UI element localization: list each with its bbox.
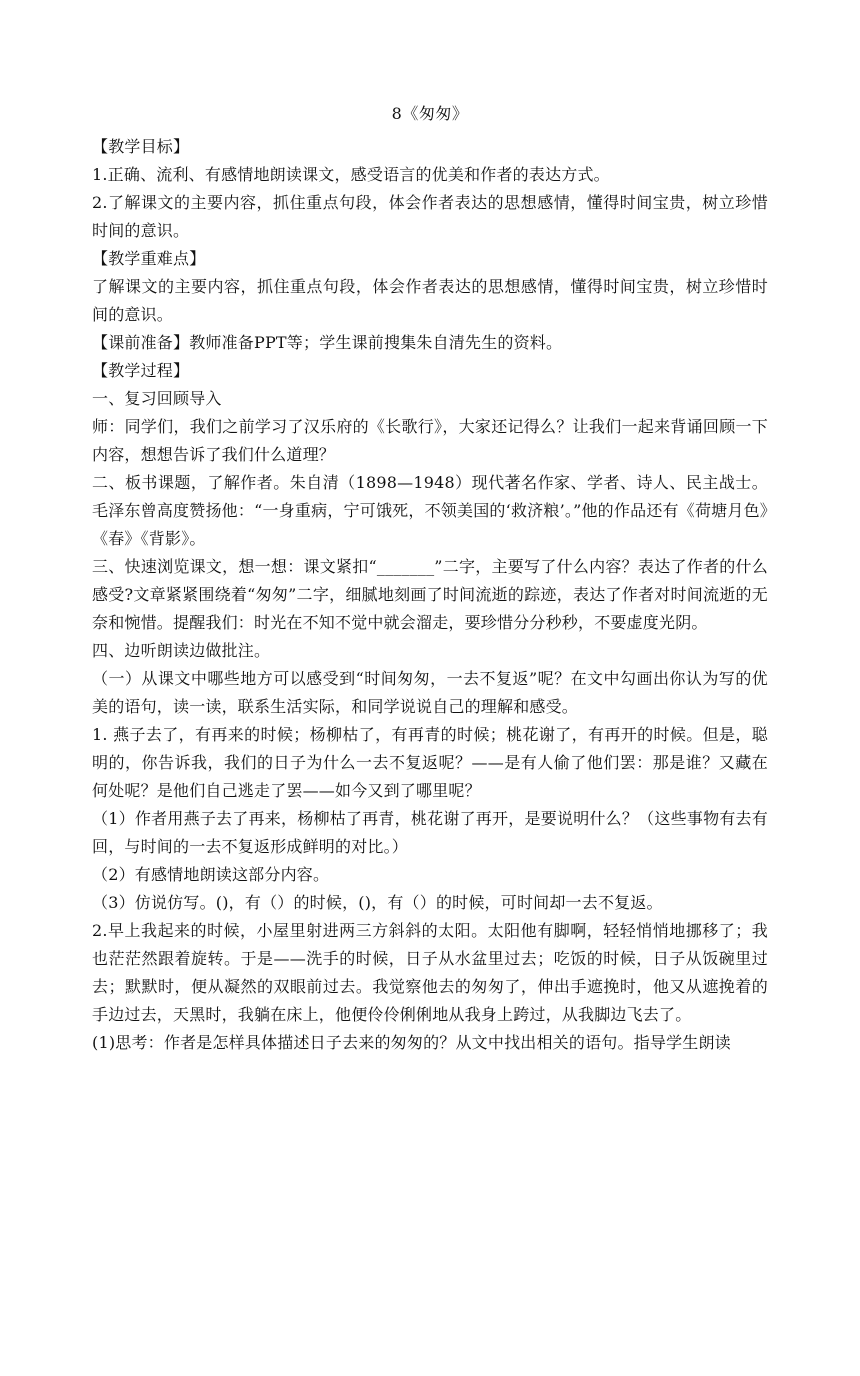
section-3-text: 三、快速浏览课文，想一想：课文紧扣“_______”二字，主要写了什么内容？表达了作者的什么感受?文章紧紧围绕着“匆匆”二字，细腻地刻画了时间流逝的踪迹，表达了作者对时间流逝的无奈和惋惜。提醒我们：时光在不知不觉中就会溜走，要珍惜分分秒秒，不要虚度光阴。 bbox=[92, 557, 768, 632]
subsection-1-text: （一）从课文中哪些地方可以感受到“时间匆匆，一去不复返”呢？在文中勾画出你认为写的优美的语句，读一读，联系生活实际，和同学说说自己的理解和感受。 bbox=[92, 669, 768, 716]
objective-1: 1.正确、流利、有感情地朗读课文，感受语言的优美和作者的表达方式。 bbox=[92, 165, 610, 184]
heading-objectives: 【教学目标】 bbox=[92, 137, 190, 156]
question-1-2: （2）有感情地朗读这部分内容。 bbox=[92, 865, 330, 884]
excerpt-2: 2.早上我起来的时候，小屋里射进两三方斜斜的太阳。太阳他有脚啊，轻轻悄悄地挪移了；我也茫茫然跟着旋转。于是——洗手的时候，日子从水盆里过去；吃饭的时候，日子从饭碗里过去；默默时，便从凝然的双眼前过去。我觉察他去的匆匆了，伸出手遮挽时，他又从遮挽着的手边过去，天黑时，我躺在床上，他便伶伶俐俐地从我身上跨过，从我脚边飞去了。 bbox=[92, 921, 768, 1024]
question-1-3: （3）仿说仿写。()，有（）的时候，()，有（）的时候，可时间却一去不复返。 bbox=[92, 893, 663, 912]
section-2-text: 二、板书课题，了解作者。朱自清（1898—1948）现代著名作家、学者、诗人、民主战士。毛泽东曾高度赞扬他：“一身重病，宁可饿死，不领美国的‘救济粮’。”他的作品还有《荷塘月色》《春》《背影》。 bbox=[92, 473, 768, 548]
excerpt-1: 1. 燕子去了，有再来的时候；杨柳枯了，有再青的时候；桃花谢了，有再开的时候。但是，聪明的，你告诉我，我们的日子为什么一去不复返呢？——是有人偷了他们罢：那是谁？又藏在何处呢？是他们自己逃走了罢——如今又到了哪里呢？ bbox=[92, 725, 768, 800]
section-4-heading: 四、边听朗读边做批注。 bbox=[92, 641, 271, 660]
document-title: 8《匆匆》 bbox=[391, 104, 469, 123]
key-points-text: 了解课文的主要内容，抓住重点句段，体会作者表达的思想感情，懂得时间宝贵，树立珍惜时间的意识。 bbox=[92, 277, 768, 324]
document-body bbox=[92, 133, 768, 1057]
question-2-1: (1)思考：作者是怎样具体描述日子去来的匆匆的？从文中找出相关的语句。指导学生朗读 bbox=[92, 1033, 731, 1052]
heading-process: 【教学过程】 bbox=[92, 361, 190, 380]
objective-2: 2.了解课文的主要内容，抓住重点句段，体会作者表达的思想感情，懂得时间宝贵，树立珍惜时间的意识。 bbox=[92, 193, 768, 240]
section-1-heading: 一、复习回顾导入 bbox=[92, 389, 222, 408]
question-1-1: （1）作者用燕子去了再来，杨柳枯了再青，桃花谢了再开，是要说明什么？（这些事物有去有回，与时间的一去不复返形成鲜明的对比。） bbox=[92, 809, 768, 856]
heading-key-points: 【教学重难点】 bbox=[92, 249, 206, 268]
preparation-text: 【课前准备】教师准备PPT等；学生课前搜集朱自清先生的资料。 bbox=[92, 333, 563, 352]
section-1-text: 师：同学们，我们之前学习了汉乐府的《长歌行》，大家还记得么？让我们一起来背诵回顾一下内容，想想告诉了我们什么道理？ bbox=[92, 417, 768, 464]
